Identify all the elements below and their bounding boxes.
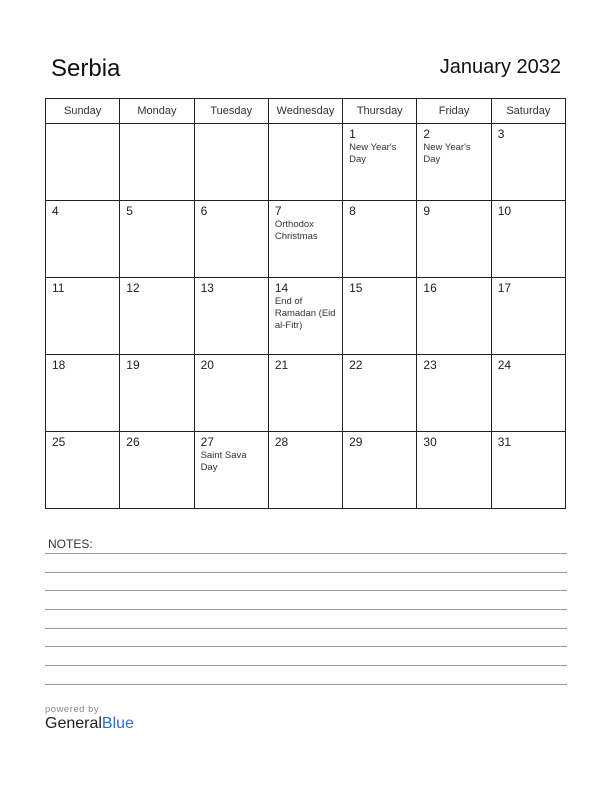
brand-name-part1: General — [45, 715, 102, 732]
holiday-label: New Year's Day — [349, 142, 397, 165]
day-cell — [194, 124, 268, 201]
brand-logo — [45, 704, 134, 733]
day-cell — [491, 124, 565, 201]
day-cell — [343, 278, 417, 355]
day-cell — [194, 201, 268, 278]
weekday-header: Wednesday — [268, 99, 342, 124]
day-number: 4 — [52, 204, 59, 218]
day-cell — [268, 201, 342, 278]
day-cell — [120, 201, 194, 278]
note-line — [45, 684, 567, 685]
day-number: 22 — [349, 358, 363, 372]
holiday-label: End of Ramadan (Eid al-Fitr) — [274, 296, 336, 331]
day-number: 21 — [274, 358, 289, 372]
weekday-header: Friday — [417, 99, 491, 124]
note-line — [45, 553, 567, 554]
weekday-header: Saturday — [491, 99, 565, 124]
day-number: 29 — [349, 435, 363, 449]
day-number: 24 — [497, 358, 512, 372]
day-cell — [194, 278, 268, 355]
day-cell — [343, 355, 417, 432]
day-number: 30 — [423, 435, 437, 449]
day-cell — [417, 355, 491, 432]
day-cell — [268, 278, 342, 355]
note-line — [45, 609, 567, 610]
week-row — [46, 355, 566, 432]
calendar-grid — [45, 98, 566, 509]
day-cell — [491, 201, 565, 278]
holiday-label: Orthodox Christmas — [274, 219, 318, 242]
country-title: Serbia — [51, 55, 121, 82]
day-number: 12 — [126, 281, 140, 295]
note-line — [45, 590, 567, 591]
month-title: January 2032 — [439, 56, 561, 78]
week-row — [46, 201, 566, 278]
day-cell — [268, 124, 342, 201]
notes-label: NOTES: — [48, 537, 93, 551]
day-cell — [491, 278, 565, 355]
day-cell — [194, 432, 268, 509]
day-cell — [120, 124, 194, 201]
day-number: 31 — [497, 435, 512, 449]
day-cell — [268, 432, 342, 509]
day-cell — [417, 124, 491, 201]
day-number: 1 — [349, 127, 356, 141]
day-number: 13 — [200, 281, 214, 295]
holiday-label: Saint Sava Day — [200, 450, 247, 473]
weekday-header-row — [46, 99, 566, 124]
powered-by-text: powered by — [45, 704, 100, 715]
day-cell — [491, 432, 565, 509]
holiday-label: New Year's Day — [423, 142, 471, 165]
week-row — [46, 278, 566, 355]
day-number: 26 — [126, 435, 140, 449]
day-number: 19 — [126, 358, 140, 372]
day-number: 10 — [497, 204, 512, 218]
brand-name-part2: Blue — [101, 715, 134, 732]
day-number: 14 — [274, 281, 289, 295]
day-cell — [343, 201, 417, 278]
day-number: 5 — [126, 204, 133, 218]
day-number: 25 — [52, 435, 66, 449]
day-number: 8 — [349, 204, 356, 218]
weekday-header: Thursday — [343, 99, 417, 124]
weekday-header: Sunday — [46, 99, 120, 124]
note-line — [45, 572, 567, 573]
note-line — [45, 646, 567, 647]
day-cell — [120, 278, 194, 355]
day-cell — [46, 355, 120, 432]
day-number: 28 — [274, 435, 289, 449]
day-number: 23 — [423, 358, 437, 372]
day-cell — [491, 355, 565, 432]
day-cell — [417, 201, 491, 278]
day-cell — [120, 432, 194, 509]
week-row — [46, 432, 566, 509]
day-number: 15 — [349, 281, 363, 295]
day-number: 11 — [52, 281, 65, 295]
day-cell — [120, 355, 194, 432]
day-number: 16 — [423, 281, 437, 295]
brand-name — [45, 715, 134, 733]
day-number: 6 — [200, 204, 208, 218]
day-cell — [417, 432, 491, 509]
day-number: 20 — [200, 358, 214, 372]
day-cell — [46, 201, 120, 278]
day-number: 17 — [497, 281, 512, 295]
day-number: 27 — [200, 435, 214, 449]
day-cell — [343, 124, 417, 201]
note-line — [45, 665, 567, 666]
day-number: 18 — [52, 358, 66, 372]
day-cell — [417, 278, 491, 355]
day-cell — [268, 355, 342, 432]
day-number: 2 — [423, 127, 431, 141]
weekday-header: Tuesday — [194, 99, 268, 124]
day-cell — [343, 432, 417, 509]
weekday-header: Monday — [120, 99, 194, 124]
day-cell — [46, 432, 120, 509]
day-number: 7 — [274, 204, 282, 218]
note-line — [45, 628, 567, 629]
day-cell — [46, 124, 120, 201]
day-number: 3 — [497, 127, 505, 141]
day-number: 9 — [423, 204, 431, 218]
day-cell — [194, 355, 268, 432]
week-row — [46, 124, 566, 201]
day-cell — [46, 278, 120, 355]
